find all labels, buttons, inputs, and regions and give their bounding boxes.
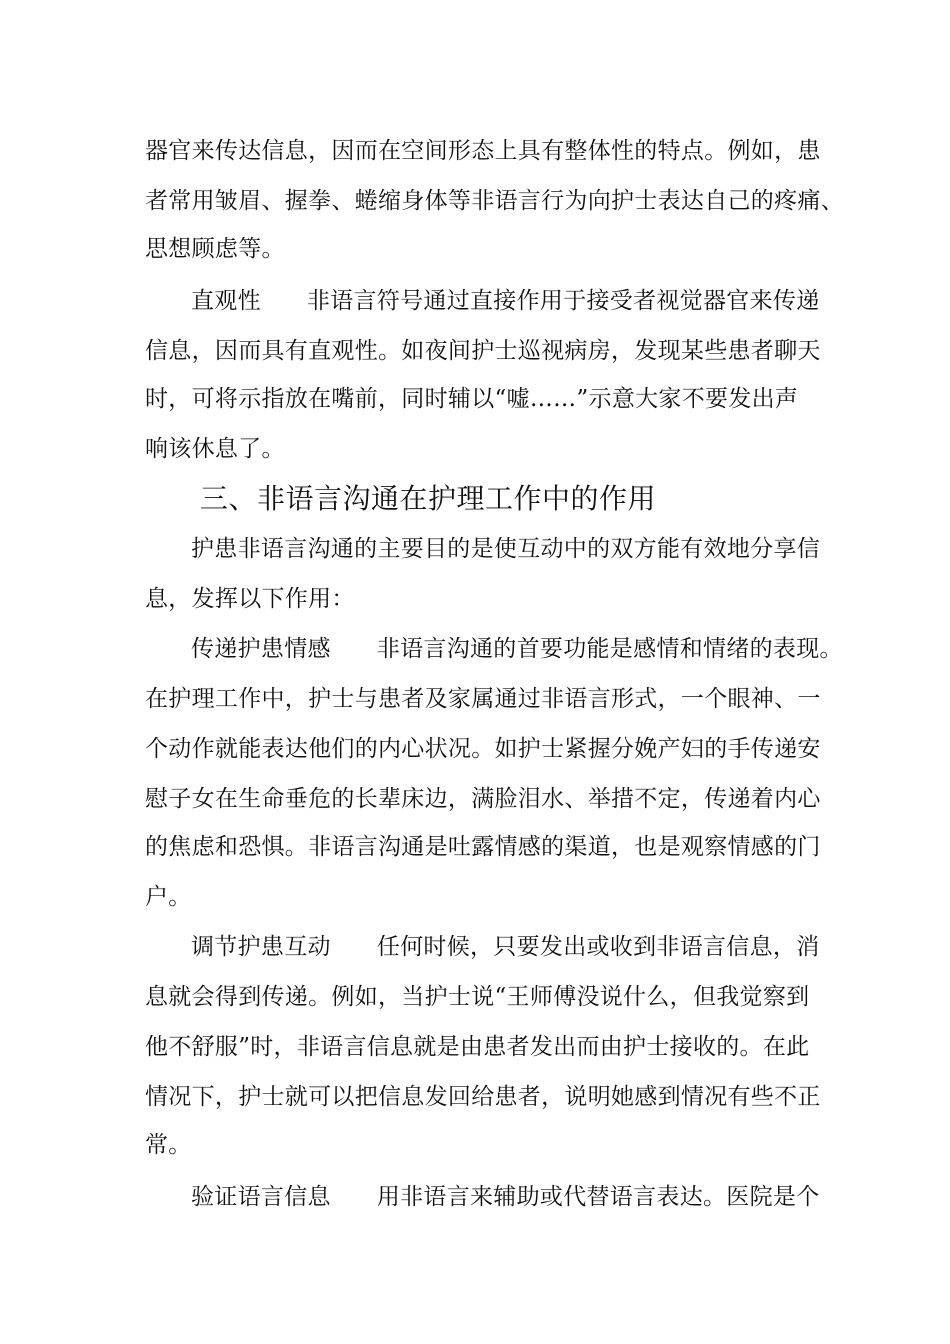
text-line: 息就会得到传递。例如，当护士说“王师傅没说什么，但我觉察到 bbox=[145, 984, 810, 1010]
paragraph-first-line bbox=[191, 286, 820, 316]
paragraph-first-line bbox=[191, 634, 843, 664]
text-line: 他不舒服”时，非语言信息就是由患者发出而由护士接收的。在此 bbox=[145, 1034, 810, 1060]
paragraph-first-line: 护患非语言沟通的主要目的是使互动中的双方能有效地分享信 bbox=[191, 536, 821, 562]
text-line: 常。 bbox=[145, 1132, 192, 1158]
paragraph-first-line bbox=[191, 932, 820, 962]
text-line: 时，可将示指放在嘴前，同时辅以“嘘……”示意大家不要发出声 bbox=[145, 386, 799, 412]
text-line: 个动作就能表达他们的内心状况。如护士紧握分娩产妇的手传递安 bbox=[145, 736, 821, 762]
paragraph-text: 任何时候，只要发出或收到非语言信息，消 bbox=[376, 934, 820, 960]
text-line: 在护理工作中，护士与患者及家属通过非语言形式，一个眼神、一 bbox=[145, 686, 821, 712]
paragraph-term: 调节护患互动 bbox=[191, 934, 331, 960]
section-heading: 三、非语言沟通在护理工作中的作用 bbox=[200, 482, 657, 515]
text-line: 者常用皱眉、握拳、蜷缩身体等非语言行为向护士表达自己的疼痛、 bbox=[145, 188, 844, 214]
text-line: 思想顾虑等。 bbox=[145, 236, 285, 262]
paragraph-term: 直观性 bbox=[191, 288, 261, 314]
text-line: 器官来传达信息，因而在空间形态上具有整体性的特点。例如，患 bbox=[145, 138, 821, 164]
text-line: 慰子女在生命垂危的长辈床边，满脸泪水、举措不定，传递着内心 bbox=[145, 786, 821, 812]
paragraph-first-line bbox=[191, 1182, 820, 1212]
paragraph-text: 用非语言来辅助或代替语言表达。医院是个 bbox=[376, 1184, 820, 1210]
paragraph-term: 传递护患情感 bbox=[191, 636, 331, 662]
text-line: 户。 bbox=[145, 884, 192, 910]
paragraph-text: 非语言沟通的首要功能是感情和情绪的表现。 bbox=[376, 636, 843, 662]
text-line: 情况下，护士就可以把信息发回给患者，说明她感到情况有些不正 bbox=[145, 1084, 821, 1110]
text-line: 息，发挥以下作用： bbox=[145, 586, 355, 612]
text-line: 信息，因而具有直观性。如夜间护士巡视病房，发现某些患者聊天 bbox=[145, 338, 821, 364]
text-line: 的焦虑和恐惧。非语言沟通是吐露情感的渠道，也是观察情感的门 bbox=[145, 834, 821, 860]
paragraph-text: 非语言符号通过直接作用于接受者视觉器官来传递 bbox=[306, 288, 820, 314]
paragraph-term: 验证语言信息 bbox=[191, 1184, 331, 1210]
text-line: 响该休息了。 bbox=[145, 436, 285, 462]
